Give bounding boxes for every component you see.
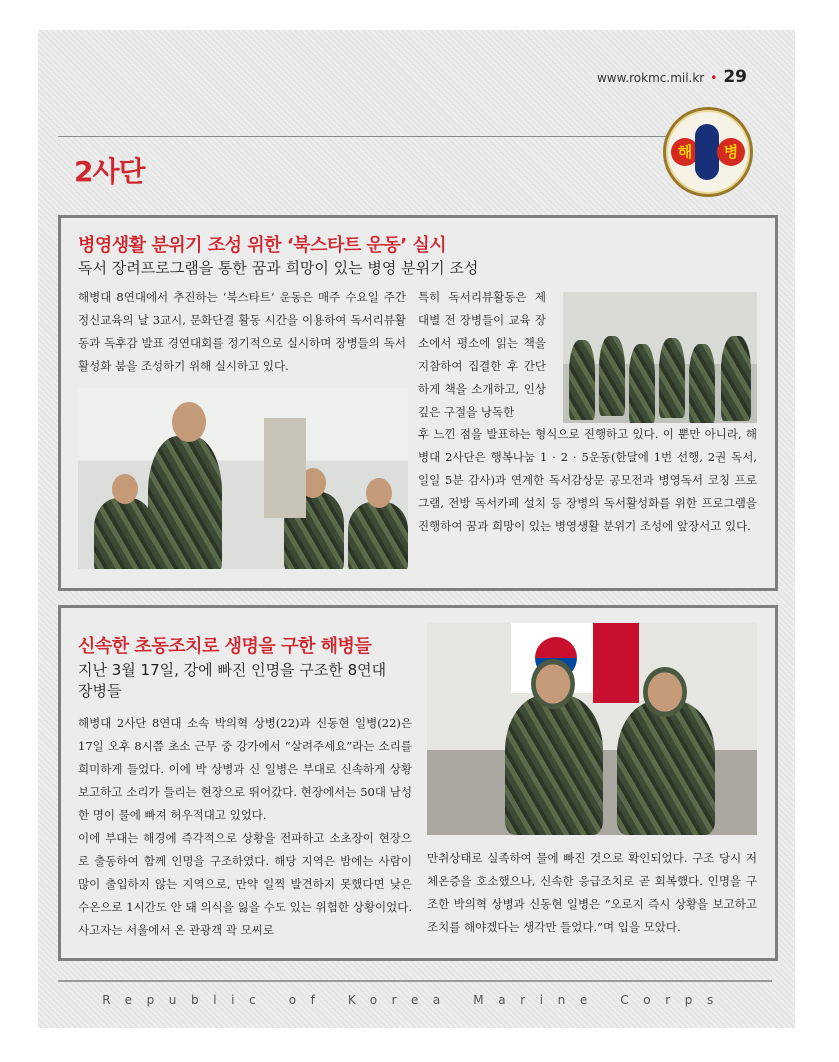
seated-soldier [721, 336, 751, 421]
reading-circle-photo [563, 292, 757, 423]
seated-soldier [569, 340, 595, 420]
emblem-right-char: 병 [717, 138, 745, 166]
header-url [597, 67, 747, 87]
standing-soldier-head [172, 402, 206, 442]
article1-subhead: 독서 장려프로그램을 통한 꿈과 희망이 있는 병영 분위기 조성 [78, 259, 479, 277]
seated-soldier [629, 344, 655, 423]
article-box-rescue [58, 605, 778, 961]
page-number: 29 [723, 67, 747, 87]
bookshelf [264, 418, 306, 518]
section-title: 2사단 [74, 155, 145, 188]
article2-right-paragraph: 만취상태로 실족하여 물에 빠진 것으로 확인되었다. 구조 당시 저체온증을 호소했으나, 신속한 응급조치로 곧 회복했다. 인명을 구조한 박의혁 상병과 신동현 일병은 “오로지 즉시 상황을 보고하고 조치를 해야겠다는 생각만 들었다.”며 입을 모았다. [427, 851, 757, 934]
seated-soldier-head [366, 478, 392, 508]
seated-soldier [659, 338, 685, 418]
separator-dot: • [710, 71, 718, 85]
unit-flag [593, 623, 639, 703]
rescuer-soldier [505, 695, 603, 835]
seated-soldier [94, 498, 154, 569]
article1-headline: 병영생활 분위기 조성 위한 ‘북스타트 운동’ 실시 [78, 235, 447, 256]
rescuer-soldier-head [531, 659, 575, 709]
article1-left-paragraph: 해병대 8연대에서 추진하는 ‘북스타트’ 운동은 매주 수요일 주간 정신교육의 날 3교시, 문화단결 활동 시간을 이용하여 독서리뷰활동과 독후감 발표 경연대회를 정기적으로 실시하며 장병들의 독서활성화 붐을 조성하기 위해 실시하고 있다. [78, 290, 406, 373]
article2-subhead: 지난 3월 17일, 강에 빠진 인명을 구조한 8연대 장병들 [78, 661, 387, 700]
rescuer-soldier [617, 701, 715, 835]
marine-emblem-icon [663, 107, 753, 197]
article2-left-paragraph-1: 해병대 2사단 8연대 소속 박의혁 상병(22)과 신동현 일병(22)은 17일 오후 8시쯤 초소 근무 중 강가에서 “살려주세요”라는 소리를 희미하게 들었다. 이에 박 상병과 신 일병은 부대로 신속하게 상황보고하고 소리가 들리는 현장으로 뛰어갔다. 현장에서는 50대 남성 한 명이 물에 빠져 허우적대고 있었다. [78, 716, 412, 822]
footer-rule [58, 980, 772, 982]
seated-soldier [689, 344, 715, 423]
rescuer-soldier-head [643, 667, 687, 717]
seated-soldier [599, 336, 625, 416]
article1-right-top-paragraph: 특히 독서리뷰활동은 제대별 전 장병들이 교육 장소에서 평소에 읽는 책을 지참하여 집결한 후 간단하게 책을 소개하고, 인상 깊은 구절을 낭독한 [418, 290, 546, 419]
emblem-left-char: 해 [671, 138, 699, 166]
article-box-bookstart [58, 215, 778, 591]
seated-soldier [348, 502, 408, 569]
article2-left-paragraph-2: 이에 부대는 해경에 즉각적으로 상황을 전파하고 소초장이 현장으로 출동하여 함께 인명을 구조하였다. 해당 지역은 밤에는 사람이 많이 출입하지 않는 지역으로, 만약 일찍 발견하지 못했다면 낮은 수온으로 1시간도 안 돼 의식을 잃을 수도 있는 위험한 상황이었다. 사고자는 서울에서 온 관광객 곽 모씨로 [78, 831, 412, 937]
soldier-presenting-photo [78, 388, 408, 569]
emblem-dragon-icon [695, 124, 719, 180]
seated-soldier-head [112, 474, 138, 504]
header-rule [58, 136, 670, 137]
article2-headline: 신속한 초동조치로 생명을 구한 해병들 [78, 636, 372, 657]
rescuers-photo [427, 623, 757, 835]
website-url: www.rokmc.mil.kr [596, 71, 705, 85]
standing-soldier [148, 436, 222, 569]
article1-right-bottom-paragraph: 후 느낀 점을 발표하는 형식으로 진행하고 있다. 이 뿐만 아니라, 해병대 2사단은 행복나눔 1 · 2 · 5운동(한달에 1번 선행, 2권 독서, 일일 5분 감사)과 연계한 독서감상문 공모전과 병영독서 코칭 프로그램, 전방 독서카페 설치 등 장병의 독서활성화를 위한 프로그램을 진행하여 꿈과 희망이 있는 병영생활 분위기 조성에 앞장서고 있다. [418, 427, 757, 533]
footer-text: Republic of Korea Marine Corps [102, 993, 728, 1007]
